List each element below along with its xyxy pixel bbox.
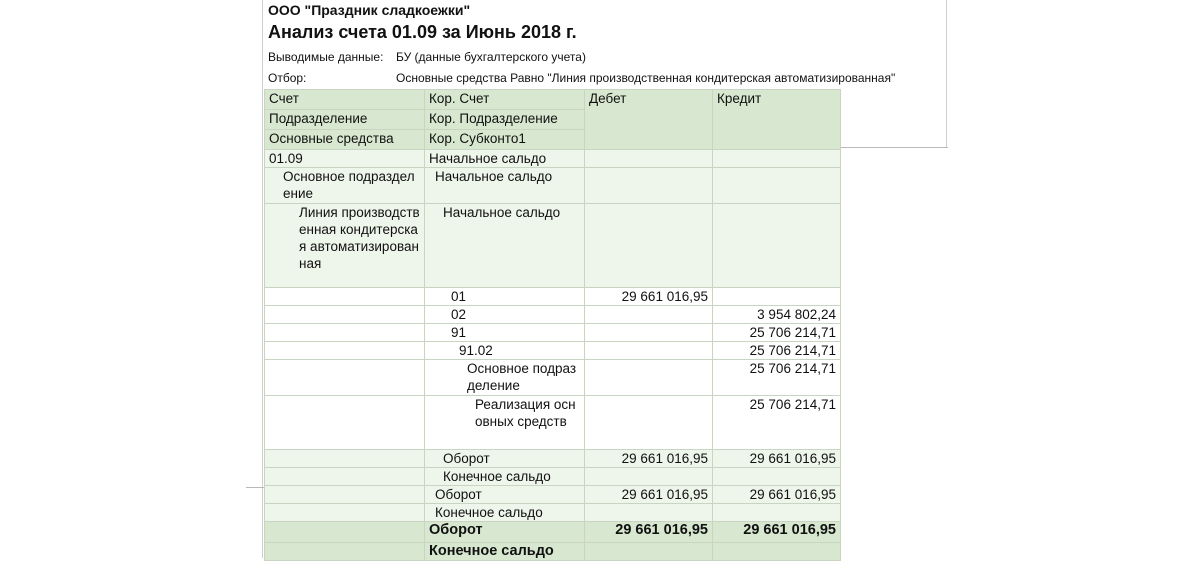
credit-cell — [713, 504, 841, 522]
corr-division-cell: Основное подразделение — [425, 360, 585, 396]
header-corr-account[interactable]: Кор. Счет — [425, 90, 585, 110]
credit-cell: 29 661 016,95 — [713, 450, 841, 468]
header-account[interactable]: Счет — [265, 90, 425, 110]
division-cell: Основное подразделение — [265, 168, 425, 204]
header-fixed-assets[interactable]: Основные средства — [265, 130, 425, 150]
table-row[interactable] — [265, 306, 841, 324]
debit-cell — [585, 150, 713, 168]
filter-label: Отбор: — [268, 71, 307, 85]
report-title: Анализ счета 01.09 за Июнь 2018 г. — [268, 22, 577, 42]
output-value: БУ (данные бухгалтерского учета) — [396, 50, 586, 64]
header-division[interactable]: Подразделение — [265, 110, 425, 130]
company-name: ООО "Праздник сладкоежки" — [268, 2, 471, 18]
empty-cell — [265, 360, 425, 396]
empty-cell — [265, 306, 425, 324]
corr-subconto-cell: Реализация основных средств — [425, 396, 585, 450]
table-row[interactable] — [265, 324, 841, 342]
total-debit-cell: 29 661 016,95 — [585, 522, 713, 543]
sheet-right-border — [946, 0, 947, 148]
corr-subaccount-cell: 91.02 — [425, 342, 585, 360]
credit-cell: 25 706 214,71 — [713, 360, 841, 396]
total-turnover-label: Оборот — [425, 522, 585, 543]
debit-cell — [585, 204, 713, 288]
credit-cell: 25 706 214,71 — [713, 324, 841, 342]
header-credit[interactable]: Кредит — [713, 90, 841, 150]
credit-cell — [713, 468, 841, 486]
empty-cell — [265, 288, 425, 306]
debit-cell — [585, 324, 713, 342]
header-row — [265, 90, 841, 110]
table-row[interactable] — [265, 360, 841, 396]
total-closing-balance-label: Конечное сальдо — [425, 543, 585, 561]
empty-cell — [265, 324, 425, 342]
credit-cell: 25 706 214,71 — [713, 396, 841, 450]
credit-cell — [713, 204, 841, 288]
output-label: Выводимые данные: — [268, 50, 384, 64]
debit-cell — [585, 306, 713, 324]
empty-cell — [265, 468, 425, 486]
description-cell: Начальное сальдо — [425, 150, 585, 168]
fixed-asset-cell: Линия производственная кондитерская автоматизированная — [265, 204, 425, 288]
corr-account-cell: 02 — [425, 306, 585, 324]
corr-account-cell: 91 — [425, 324, 585, 342]
empty-cell — [265, 486, 425, 504]
debit-cell — [585, 168, 713, 204]
debit-cell: 29 661 016,95 — [585, 288, 713, 306]
total-row[interactable] — [265, 522, 841, 543]
empty-cell — [265, 522, 425, 543]
table-row[interactable] — [265, 204, 841, 288]
debit-cell — [585, 468, 713, 486]
table-row[interactable] — [265, 288, 841, 306]
table-row[interactable] — [265, 504, 841, 522]
description-cell: Начальное сальдо — [425, 168, 585, 204]
turnover-label: Оборот — [425, 486, 585, 504]
credit-cell: 3 954 802,24 — [713, 306, 841, 324]
header-debit[interactable]: Дебет — [585, 90, 713, 150]
table-row[interactable] — [265, 468, 841, 486]
debit-cell — [585, 342, 713, 360]
account-cell: 01.09 — [265, 150, 425, 168]
sheet-left-border — [262, 0, 263, 558]
credit-cell — [713, 168, 841, 204]
empty-cell — [265, 504, 425, 522]
credit-cell: 29 661 016,95 — [713, 486, 841, 504]
table-row[interactable] — [265, 168, 841, 204]
closing-balance-label: Конечное сальдо — [425, 504, 585, 522]
header-corr-subconto[interactable]: Кор. Субконто1 — [425, 130, 585, 150]
debit-cell — [585, 504, 713, 522]
sheet-divider — [840, 147, 948, 148]
credit-cell: 25 706 214,71 — [713, 342, 841, 360]
sheet-divider-2 — [246, 487, 264, 488]
description-cell: Начальное сальдо — [425, 204, 585, 288]
corr-account-cell: 01 — [425, 288, 585, 306]
table-row[interactable] — [265, 450, 841, 468]
closing-balance-label: Конечное сальдо — [425, 468, 585, 486]
filter-value: Основные средства Равно "Линия производственная кондитерская автоматизированная" — [396, 71, 896, 85]
table-row[interactable] — [265, 342, 841, 360]
credit-cell — [713, 288, 841, 306]
table-row[interactable] — [265, 486, 841, 504]
empty-cell — [265, 396, 425, 450]
empty-cell — [265, 450, 425, 468]
account-analysis-table — [264, 89, 841, 561]
debit-cell — [585, 360, 713, 396]
total-credit-cell: 29 661 016,95 — [713, 522, 841, 543]
header-corr-division[interactable]: Кор. Подразделение — [425, 110, 585, 130]
turnover-label: Оборот — [425, 450, 585, 468]
empty-cell — [265, 342, 425, 360]
debit-cell — [585, 396, 713, 450]
debit-cell: 29 661 016,95 — [585, 486, 713, 504]
table-row[interactable] — [265, 396, 841, 450]
credit-cell — [713, 150, 841, 168]
debit-cell: 29 661 016,95 — [585, 450, 713, 468]
table-row[interactable] — [265, 150, 841, 168]
